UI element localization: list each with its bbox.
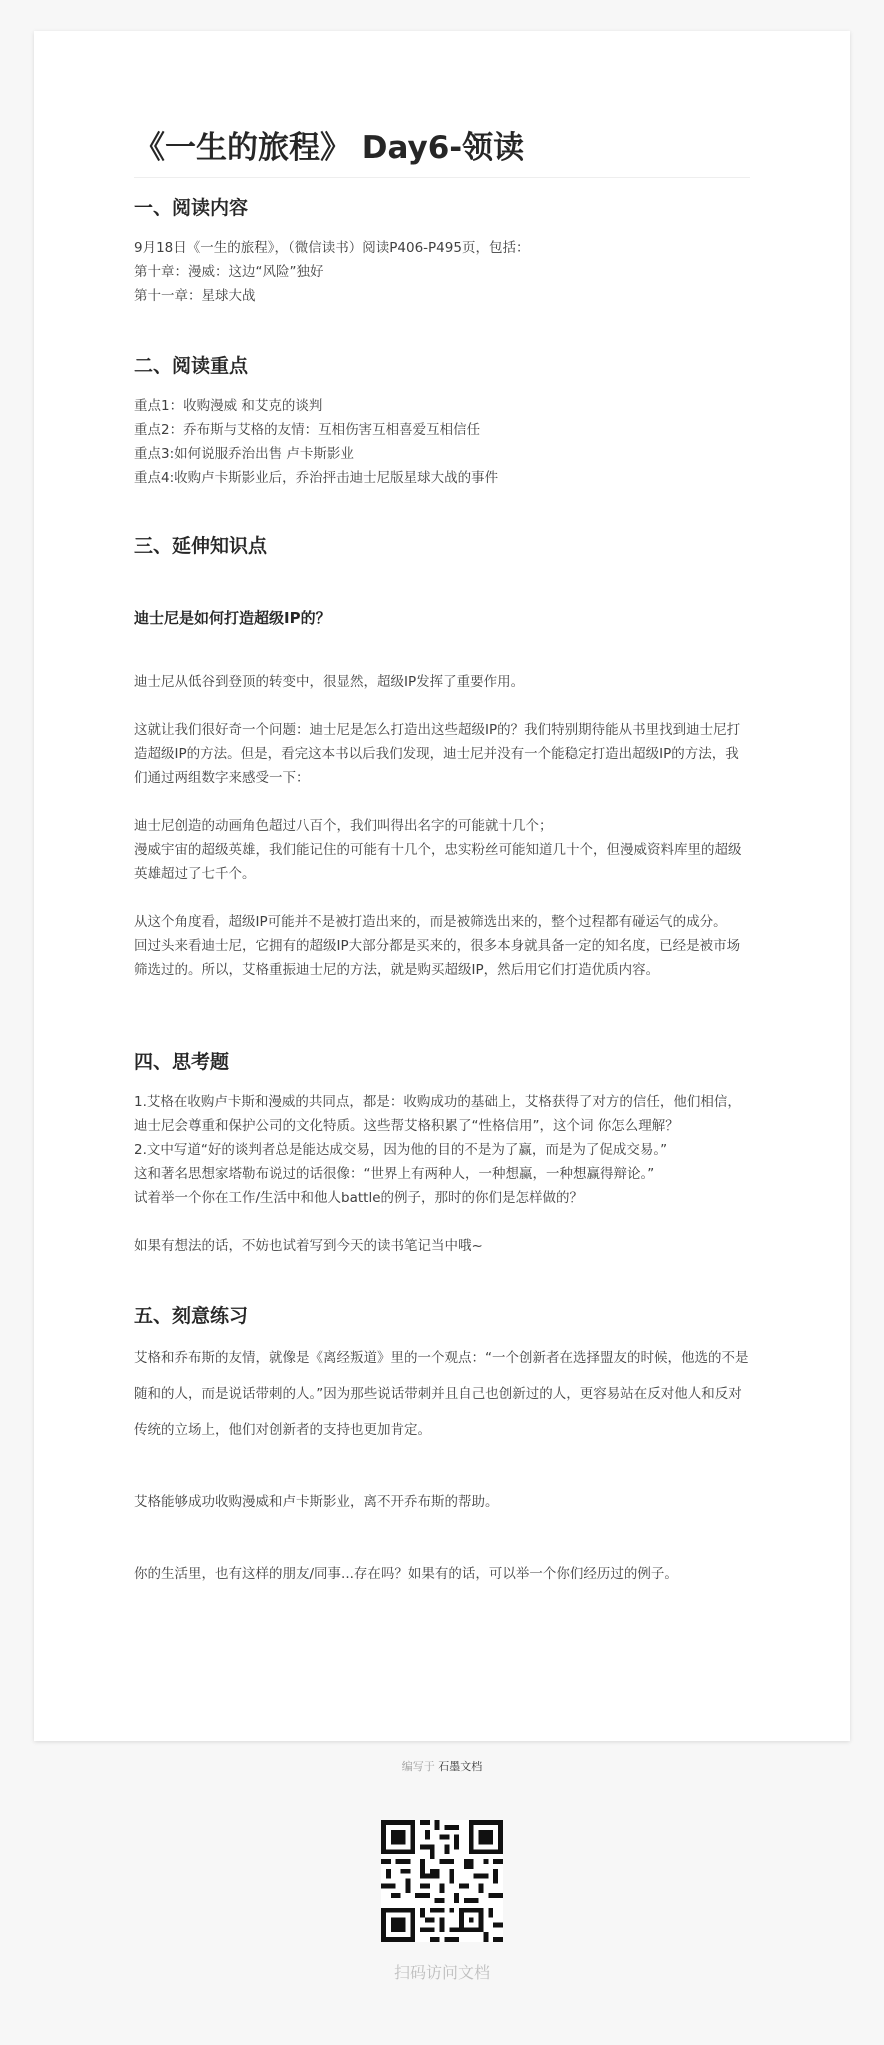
- section-heading: 三、延伸知识点: [134, 535, 268, 557]
- paragraph: 回过头来看迪士尼，它拥有的超级IP大部分都是买来的，很多本身就具备一定的知名度，已经是被市场筛选过的。所以，艾格重振迪士尼的方法，就是购买超级IP，然后用它们打造优质内容。: [134, 938, 741, 978]
- section-heading: 一、阅读内容: [134, 197, 249, 219]
- paragraph: 如果有想法的话，不妨也试着写到今天的读书笔记当中哦~: [134, 1238, 483, 1254]
- paragraph: 这就让我们很好奇一个问题：迪士尼是怎么打造出这些超级IP的？我们特别期待能从书里找到迪士尼打造超级IP的方法。但是，看完这本书以后我们发现，迪士尼并没有一个能稳定打造出超级IP的方法，我们通过两组数字来感受一下：: [134, 722, 741, 786]
- paragraph: 艾格能够成功收购漫威和卢卡斯影业，离不开乔布斯的帮助。: [134, 1494, 499, 1510]
- section-extended-knowledge: [134, 532, 750, 982]
- page-title: 《一生的旅程》 Day6-领读: [134, 125, 750, 178]
- qr-caption: 扫码访问文档: [393, 1963, 490, 1982]
- paragraph: 第十章：漫威：这边“风险”独好: [134, 264, 324, 280]
- paragraph: 漫威宇宙的超级英雄，我们能记住的可能有十几个，忠实粉丝可能知道几十个，但漫威资料库里的超级英雄超过了七千个。: [134, 842, 742, 882]
- written-with-label: [0, 1758, 884, 1774]
- document-page: [34, 31, 850, 1741]
- paragraph: 艾格和乔布斯的友情，就像是《离经叛道》里的一个观点：“一个创新者在选择盟友的时候，他选的不是随和的人，而是说话带刺的人。”因为那些说话带刺并且自己也创新过的人，更容易站在反对他人和反对传统的立场上，他们对创新者的支持也更加肯定。: [134, 1350, 749, 1438]
- paragraph: 9月18日《一生的旅程》，（微信读书）阅读P406-P495页，包括：: [134, 240, 530, 256]
- paragraph: 重点1：收购漫威 和艾克的谈判: [134, 398, 323, 414]
- paragraph: 2.文中写道“好的谈判者总是能达成交易，因为他的目的不是为了赢，而是为了促成交易。”: [134, 1142, 668, 1158]
- section-reading-content: [134, 194, 750, 308]
- paragraph: 试着举一个你在工作/生活中和他人battle的例子，那时的你们是怎样做的？: [134, 1190, 584, 1206]
- paragraph: 从这个角度看，超级IP可能并不是被打造出来的，而是被筛选出来的，整个过程都有碰运气的成分。: [134, 914, 727, 930]
- paragraph: 重点3:如何说服乔治出售 卢卡斯影业: [134, 446, 354, 462]
- paragraph: 第十一章：星球大战: [134, 288, 256, 304]
- section-heading: 四、思考题: [134, 1051, 230, 1073]
- brand-link[interactable]: 石墨文档: [438, 1760, 483, 1773]
- paragraph: 这和著名思想家塔勒布说过的话很像：“世界上有两种人，一种想赢，一种想赢得辩论。”: [134, 1166, 655, 1182]
- section-heading: 五、刻意练习: [134, 1305, 249, 1327]
- paragraph: 重点2：乔布斯与艾格的友情：互相伤害互相喜爱互相信任: [134, 422, 481, 438]
- written-in-text: 编写于: [401, 1760, 435, 1773]
- paragraph: 你的生活里，也有这样的朋友/同事...存在吗？如果有的话，可以举一个你们经历过的例子。: [134, 1566, 678, 1582]
- paragraph: 迪士尼从低谷到登顶的转变中，很显然，超级IP发挥了重要作用。: [134, 674, 525, 690]
- section-heading: 二、阅读重点: [134, 355, 249, 377]
- qr-code-icon: [381, 1820, 503, 1942]
- paragraph: 重点4:收购卢卡斯影业后，乔治抨击迪士尼版星球大战的事件: [134, 470, 499, 486]
- section-reading-focus: [134, 352, 750, 490]
- section-deliberate-practice: [134, 1302, 750, 1592]
- section-questions: [134, 1048, 750, 1258]
- paragraph: 迪士尼创造的动画角色超过八百个，我们叫得出名字的可能就十几个；: [134, 818, 553, 834]
- subheading: 迪士尼是如何打造超级IP的？: [134, 609, 331, 627]
- paragraph: 1.艾格在收购卢卡斯和漫威的共同点，都是：收购成功的基础上，艾格获得了对方的信任，他们相信，迪士尼会尊重和保护公司的文化特质。这些帮艾格积累了“性格信用”，这个词 你怎么理解？: [134, 1094, 741, 1134]
